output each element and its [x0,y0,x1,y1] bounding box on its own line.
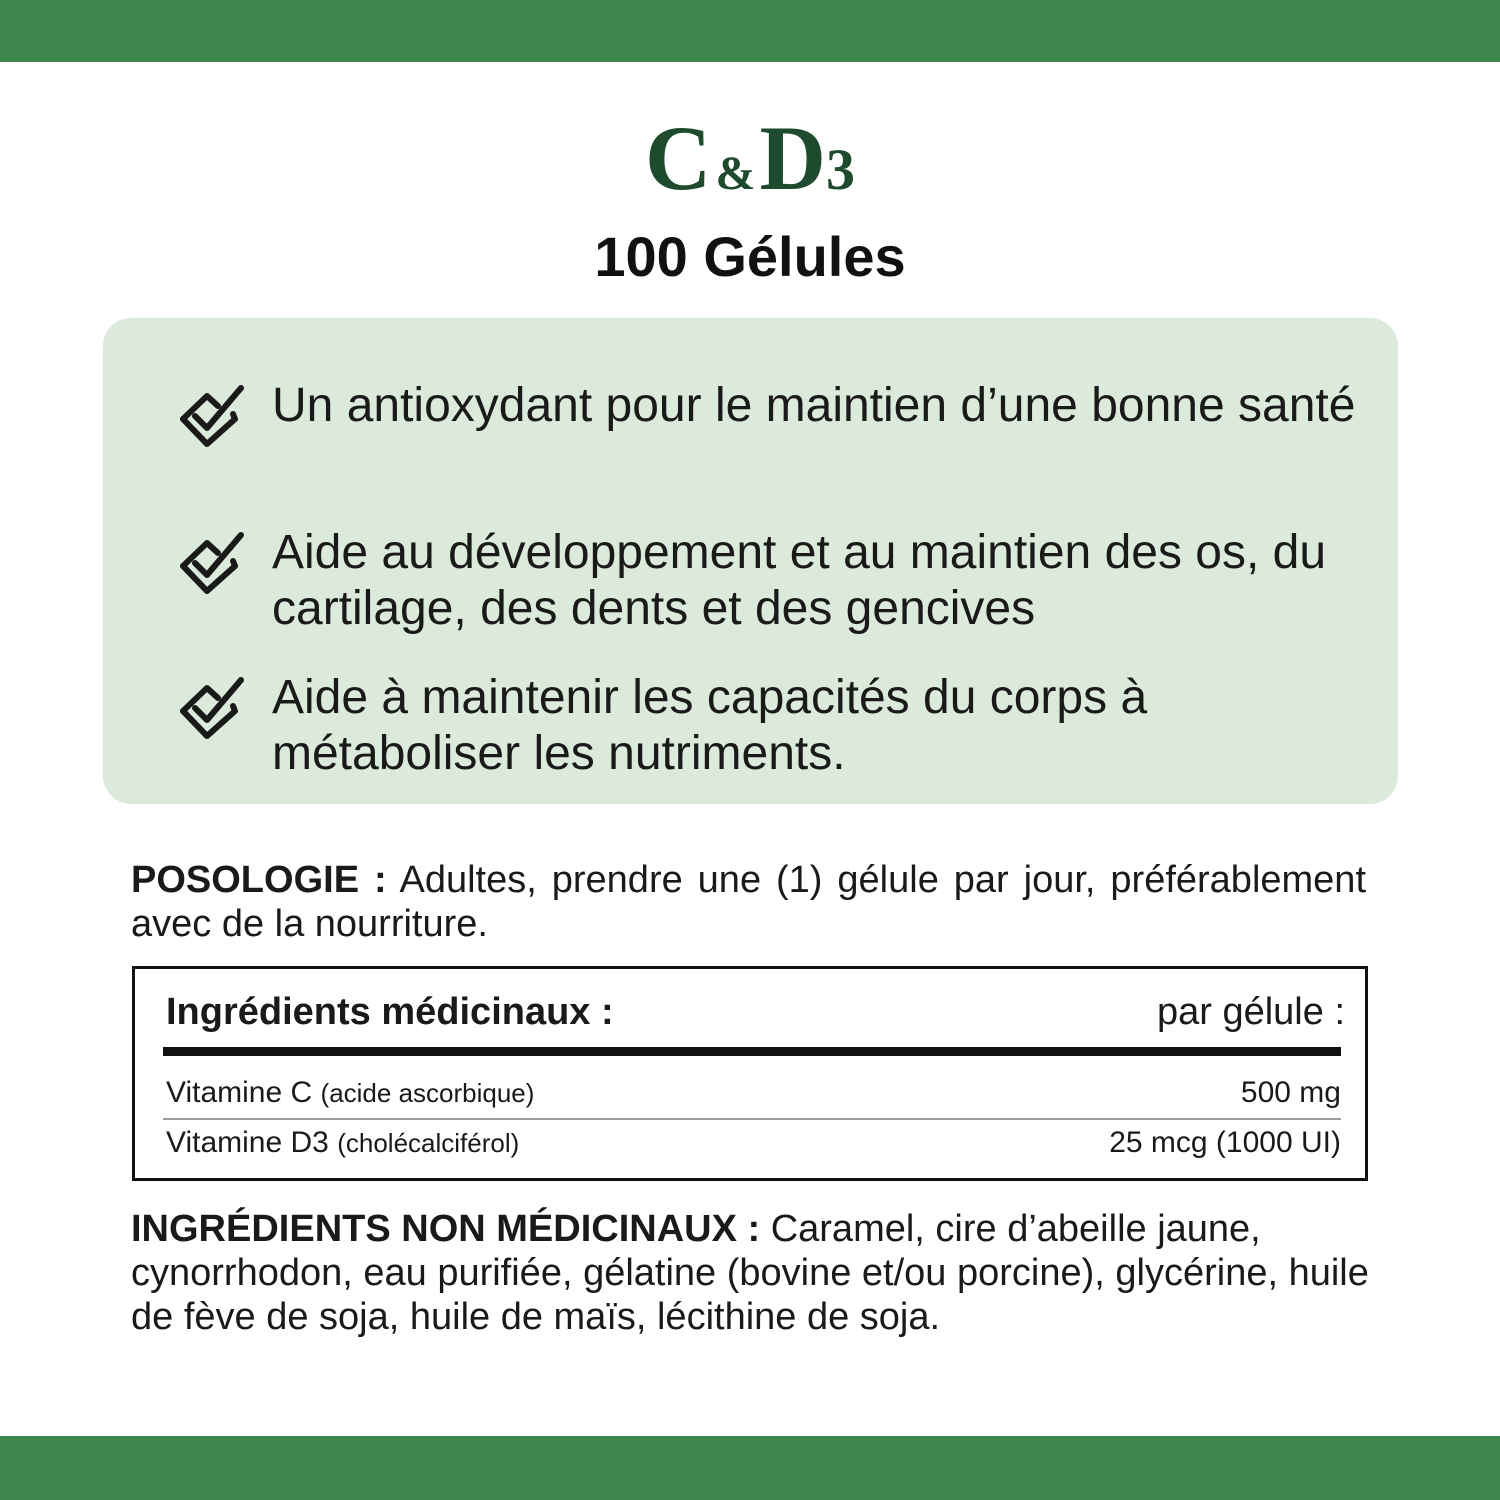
title-letter-c: C [645,107,712,209]
benefits-panel [103,318,1398,804]
benefit-text: Un antioxydant pour le maintien d’une bonne santé [272,379,1356,432]
product-subtitle: 100 Gélules [594,225,906,288]
non-medicinal-label: INGRÉDIENTS NON MÉDICINAUX : [131,1208,761,1250]
top-green-band [0,0,1500,62]
ingredient-amount: 500 mg [1240,1076,1341,1109]
benefit-text: Aide à maintenir les capacités du corps à métaboliser les nutriments. [272,671,1148,780]
table-row [166,1075,1341,1111]
table-row [166,1125,1341,1161]
table-header-rule [163,1047,1341,1056]
benefit-text: Aide au développement et au maintien des os, du cartilage, des dents et des gencives [272,526,1327,635]
per-capsule-header: par gélule : [1156,991,1345,1033]
ingredient-detail: (acide ascorbique) [320,1078,535,1108]
posologie-text: Adultes, prendre une (1) gélule par jour, préférablement avec de la nourriture. [131,859,1366,945]
check-diamond-icon [177,529,247,599]
product-title [0,107,1500,209]
medicinal-ingredients-table [132,966,1368,1181]
title-ampersand: & [715,147,756,200]
row-divider [163,1118,1341,1120]
posologie-paragraph [131,858,1366,946]
check-diamond-icon [177,674,247,744]
bottom-green-band [0,1436,1500,1500]
title-letter-d: D [759,107,826,209]
ingredient-amount: 25 mcg (1000 UI) [1109,1126,1341,1159]
non-medicinal-paragraph [131,1207,1371,1339]
medicinal-header: Ingrédients médicinaux : [166,991,614,1033]
ingredient-name: Vitamine C [166,1076,313,1109]
check-diamond-icon [177,382,247,452]
posologie-label: POSOLOGIE : [131,859,387,901]
ingredient-name: Vitamine D3 [166,1126,329,1159]
title-number: 3 [825,137,855,202]
non-medicinal-text: Caramel, cire d’abeille jaune, cynorrhodon, eau purifiée, gélatine (bovine et/ou porcine), glycérine, huile de fève de soja, huile de maïs, lécithine de soja. [131,1208,1369,1338]
ingredient-detail: (cholécalciférol) [337,1128,520,1158]
